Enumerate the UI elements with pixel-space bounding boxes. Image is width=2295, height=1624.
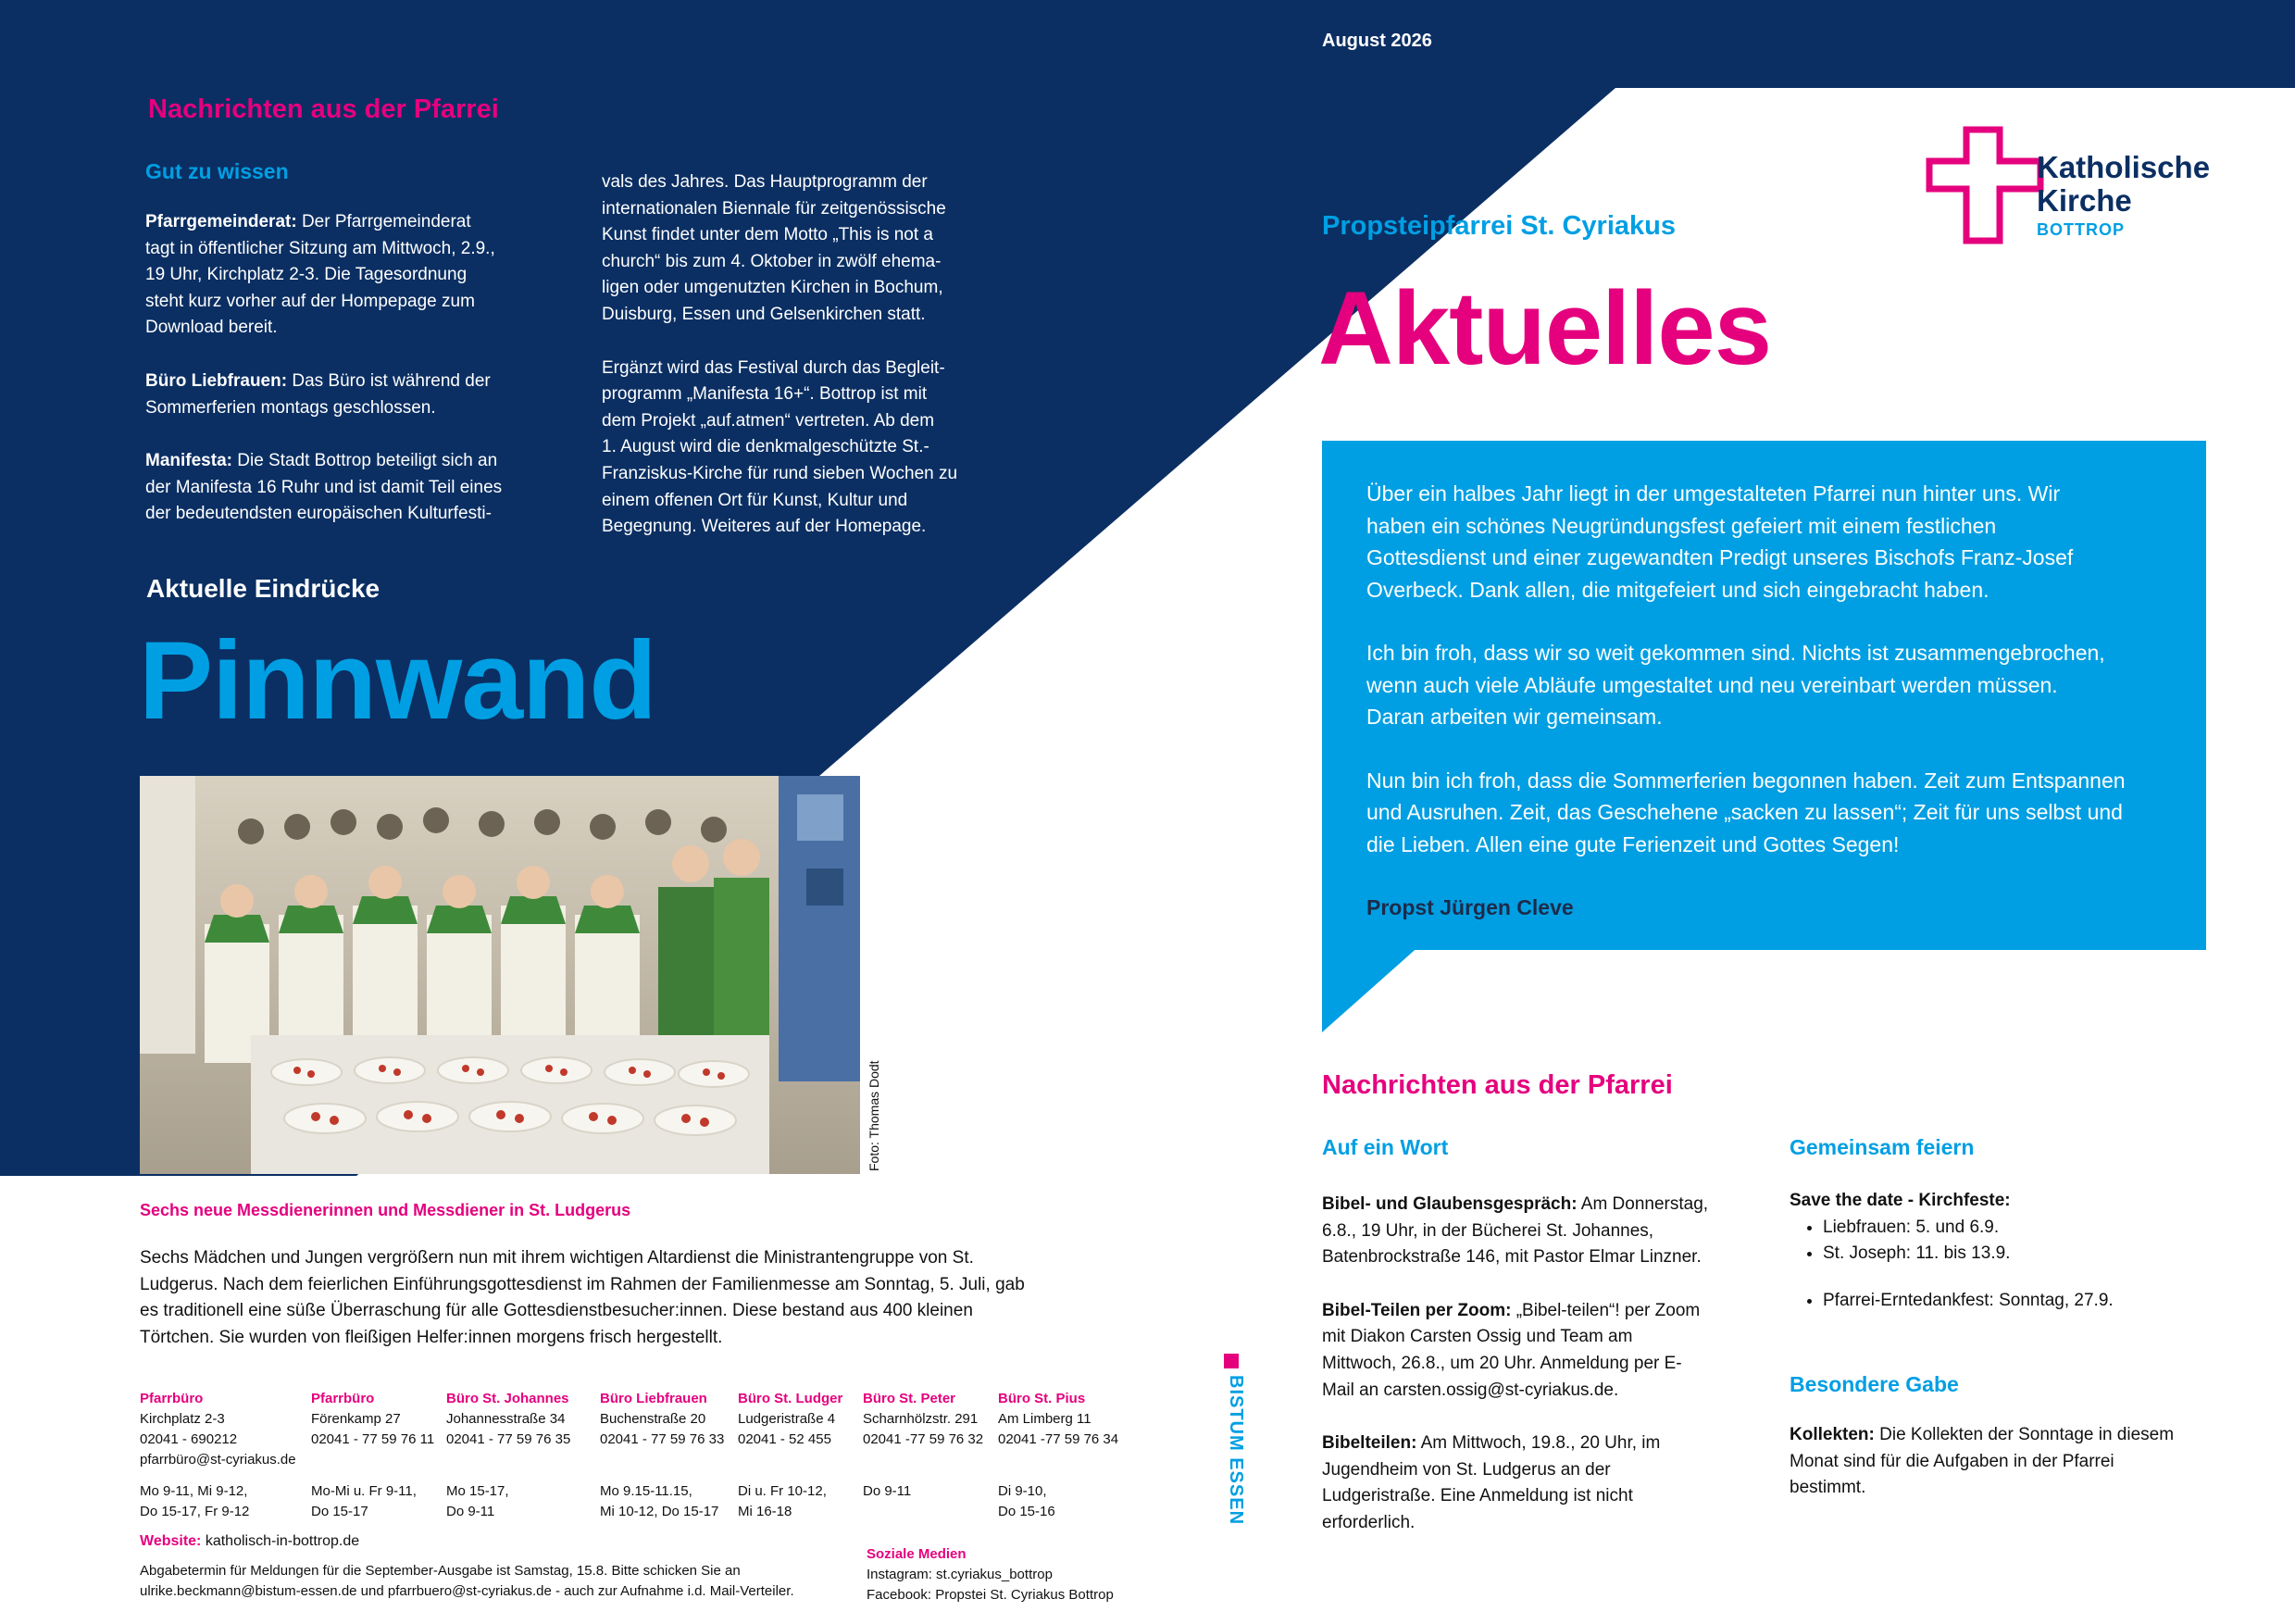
social-title: Soziale Medien: [867, 1546, 967, 1562]
office-address: Förenkamp 27: [311, 1411, 401, 1427]
item-text: Die Kollekten der Sonntage in diesem Monat sind für die Aufgaben in der Pfarrei bestimmt.: [1790, 1425, 2175, 1498]
item-label: Bibelteilen:: [1322, 1433, 1417, 1454]
besondere-gabe-content: [1790, 1422, 2215, 1502]
office-hours: Mo-Mi u. Fr 9-11, Do 15-17: [311, 1483, 417, 1519]
gemeinsam-feiern-content: [1790, 1188, 2197, 1314]
news-manifesta: [145, 448, 553, 528]
office-hours: Di 9-10, Do 15-16: [998, 1483, 1055, 1519]
item-bibel-glaubensgespraech: [1322, 1192, 1766, 1271]
office-name: Pfarrbüro: [140, 1391, 204, 1406]
list-item: • Liebfrauen: 5. und 6.9.: [1823, 1215, 2197, 1242]
office-name: Büro St. Johannes: [446, 1391, 569, 1406]
news-pfarrgemeinderat: [145, 209, 553, 342]
photo-caption-title: Sechs neue Messdienerinnen und Messdiener in St. Ludgerus: [140, 1201, 631, 1219]
greeting-signature: Propst Jürgen Cleve: [1366, 895, 1574, 919]
item-bibel-teilen-zoom: [1322, 1298, 1766, 1404]
gut-zu-wissen-col2: [602, 169, 1009, 568]
office-name: Büro Liebfrauen: [600, 1391, 707, 1406]
greeting-text: [1366, 478, 2181, 924]
kollekten-text: [1790, 1422, 2215, 1502]
item-label: Bibel-Teilen per Zoom:: [1322, 1300, 1512, 1320]
news-label: Pfarrgemeinderat:: [145, 212, 297, 231]
office-address: Am Limberg 11: [998, 1411, 1091, 1427]
auf-ein-wort-list: [1322, 1192, 1766, 1564]
save-the-date-label: Save the date - Kirchfeste:: [1790, 1191, 2011, 1210]
item-text: Am Donnerstag, 6.8., 19 Uhr, in der Bücherei St. Johannes, Batenbrockstraße 146, mit Pastor Elmar Linzner.: [1322, 1194, 1709, 1268]
list-item: • Pfarrei-Erntedankfest: Sonntag, 27.9.: [1823, 1288, 2197, 1315]
office-email[interactable]: pfarrbüro@st-cyriakus.de: [140, 1452, 296, 1468]
deadline-note: Abgabetermin für Meldungen für die September-Ausgabe ist Samstag, 15.8. Bitte schicken Sie an ulrike.beckmann@bistum-essen.de und pfarrbuero@st-cyriakus.de - auch zur Aufnahme i.d. Mail-Verteiler.: [140, 1563, 794, 1599]
social-instagram[interactable]: Instagram: st.cyriakus_bottrop: [867, 1567, 1053, 1582]
news-buero-liebfrauen: [145, 369, 553, 421]
parish-name: Propsteipfarrei St. Cyriakus: [1322, 211, 1676, 241]
item-text: „Bibel-teilen“! per Zoom mit Diakon Carsten Ossig und Team am Mittwoch, 26.8., um 20 Uhr. Anmeldung per E- Mail an carsten.ossig@st-cyriakus.de.: [1322, 1300, 1701, 1400]
office-phone: 02041 - 52 455: [738, 1431, 831, 1447]
greeting-paragraph-1: Über ein halbes Jahr liegt in der umgestalteten Pfarrei nun hinter uns. Wir haben ein schönes Neugründungsfest gefeiert mit einem festlichen Gottesdienst und einer zugewandten Predigt unseres Bischofs Franz-Josef Overbeck. Dank allen, die mitgefeiert und sich eingebracht haben.: [1366, 481, 2074, 602]
office-liebfrauen: [600, 1389, 724, 1522]
photo-credit: Foto: Thomas Dodt: [867, 1060, 881, 1171]
office-hours: Mo 9.15-11.15, Mi 10-12, Do 15-17: [600, 1483, 719, 1519]
auf-ein-wort-heading: Auf ein Wort: [1322, 1135, 1449, 1159]
news-text: Der Pfarrgemeinderat tagt in öffentlicher Sitzung am Mittwoch, 2.9., 19 Uhr, Kirchplatz 2-3. Die Tagesordnung steht kurz vorher auf der Hompepage zum Download bereit.: [145, 212, 495, 338]
news-label: Manifesta:: [145, 451, 232, 471]
photo-illustration: [140, 776, 860, 1174]
news-text: Das Büro ist während der Sommerferien montags geschlossen.: [145, 370, 491, 418]
issue-date: August 2026: [1322, 31, 1432, 51]
office-address: Kirchplatz 2-3: [140, 1411, 225, 1427]
office-st-pius: [998, 1389, 1118, 1522]
office-hours: Do 9-11: [863, 1483, 912, 1499]
pinnwand-title: Pinnwand: [139, 618, 656, 743]
office-phone: 02041 -77 59 76 32: [863, 1431, 984, 1447]
social-media: [867, 1544, 1114, 1605]
item-text: Am Mittwoch, 19.8., 20 Uhr, im Jugendheim von St. Ludgerus an der Ludgeristraße. Eine Anmeldung ist nicht erforderlich.: [1322, 1433, 1661, 1532]
item-label: Kollekten:: [1790, 1425, 1875, 1444]
greeting-paragraph-3: Nun bin ich froh, dass die Sommerferien begonnen haben. Zeit zum Entspannen und Ausruhen. Zeit, das Geschehene „sacken zu lassen“; Zeit für uns selbst und die Lieben. Allen eine gute Ferienzeit und Gottes Segen!: [1366, 768, 2126, 856]
office-address: Johannesstraße 34: [446, 1411, 566, 1427]
office-pfarrbuero-1: [140, 1389, 296, 1522]
list-item: • St. Joseph: 11. bis 13.9.: [1823, 1241, 2197, 1268]
office-name: Pfarrbüro: [311, 1391, 375, 1406]
office-address: Scharnhölzstr. 291: [863, 1411, 979, 1427]
office-name: Büro St. Peter: [863, 1391, 956, 1406]
erntedank-list: [1790, 1288, 2197, 1315]
photo-caption-text: Sechs Mädchen und Jungen vergrößern nun mit ihrem wichtigen Altardienst die Ministrantengruppe von St. Ludgerus. Nach dem feierlichen Einführungsgottesdienst im Rahmen der Familienmesse am Sonntag, 5. Juli, gab es traditionell eine süße Überraschung für alle Gottesdienstbesucher:innen. Diese bestand aus 400 kleinen Törtchen. Sie wurden von fleißigen Helfer:innen morgens frisch hergestellt.: [140, 1248, 1025, 1347]
item-bibelteilen: [1322, 1430, 1766, 1536]
pinnwand-kicker: Aktuelle Eindrücke: [146, 574, 380, 603]
office-address: Buchenstraße 20: [600, 1411, 706, 1427]
logo-line3: BOTTROP: [2037, 220, 2125, 239]
website-line: [140, 1531, 359, 1552]
katholische-kirche-logo: [1926, 126, 2046, 249]
bistum-essen-label: BISTUM ESSEN: [1226, 1375, 1246, 1526]
gemeinsam-feiern-heading: Gemeinsam feiern: [1790, 1135, 1975, 1159]
office-pfarrbuero-2: [311, 1389, 434, 1522]
left-section-title: Nachrichten aus der Pfarrei: [148, 94, 499, 124]
website-label: Website:: [140, 1533, 202, 1549]
office-phone: 02041 -77 59 76 34: [998, 1431, 1119, 1447]
aktuelles-title: Aktuelles: [1318, 270, 1771, 386]
gut-zu-wissen-heading: Gut zu wissen: [145, 159, 289, 183]
office-phone: 02041 - 690212: [140, 1431, 238, 1447]
office-st-peter: [863, 1389, 983, 1502]
office-st-ludger: [738, 1389, 842, 1522]
office-name: Büro St. Ludger: [738, 1391, 843, 1406]
office-phone: 02041 - 77 59 76 35: [446, 1431, 571, 1447]
quote-box-tail: [1322, 944, 1421, 1032]
kirchfeste-list: [1790, 1215, 2197, 1268]
social-facebook[interactable]: Facebook: Propstei St. Cyriakus Bottrop: [867, 1587, 1114, 1603]
cross-icon: [1926, 126, 2046, 244]
office-phone: 02041 - 77 59 76 11: [311, 1431, 435, 1447]
office-phone: 02041 - 77 59 76 33: [600, 1431, 725, 1447]
office-name: Büro St. Pius: [998, 1391, 1086, 1406]
news-manifesta-plus: Ergänzt wird das Festival durch das Begleit- programm „Manifesta 16+“. Bottrop ist mit dem Projekt „auf.atmen“ vertreten. Ab dem 1. August wird die denkmalgeschützte St.- Franziskus-Kirche für rund sieben Wochen zu einem offenen Ort für Kunst, Kultur und Begegnung. Weiteres auf der Homepage.: [602, 357, 958, 537]
office-hours: Mo 15-17, Do 9-11: [446, 1483, 509, 1519]
news-text: Die Stadt Bottrop beteiligt sich an der Manifesta 16 Ruhr und ist damit Teil eines der bedeutendsten europäischen Kulturfesti-: [145, 451, 503, 524]
logo-line1: Katholische: [2037, 150, 2211, 184]
messdiener-photo: [140, 776, 860, 1174]
bistum-square-icon: [1224, 1354, 1239, 1368]
office-st-johannes: [446, 1389, 570, 1522]
item-label: Bibel- und Glaubensgespräch:: [1322, 1194, 1578, 1214]
website-link[interactable]: katholisch-in-bottrop.de: [201, 1533, 360, 1549]
besondere-gabe-heading: Besondere Gabe: [1790, 1372, 1959, 1396]
news-label: Büro Liebfrauen:: [145, 370, 288, 391]
office-address: Ludgeristraße 4: [738, 1411, 836, 1427]
office-hours: Di u. Fr 10-12, Mi 16-18: [738, 1483, 827, 1519]
logo-line2: Kirche: [2037, 183, 2132, 218]
greeting-paragraph-2: Ich bin froh, dass wir so weit gekommen sind. Nichts ist zusammengebrochen, wenn auch viele Abläufe umgestaltet und neu vereinbart werden müssen. Daran arbeiten wir gemeinsam.: [1366, 641, 2105, 729]
gut-zu-wissen-col1: [145, 209, 553, 555]
right-section-title: Nachrichten aus der Pfarrei: [1322, 1070, 1673, 1100]
office-hours: Mo 9-11, Mi 9-12, Do 15-17, Fr 9-12: [140, 1483, 250, 1519]
news-manifesta-cont: vals des Jahres. Das Hauptprogramm der internationalen Biennale für zeitgenössische Kunst findet unter dem Motto „This is not a church“ bis zum 4. Oktober in zwölf ehema- ligen oder umgenutzten Kirchen in Bochum, Duisburg, Essen und Gelsenkirchen statt.: [602, 172, 946, 324]
